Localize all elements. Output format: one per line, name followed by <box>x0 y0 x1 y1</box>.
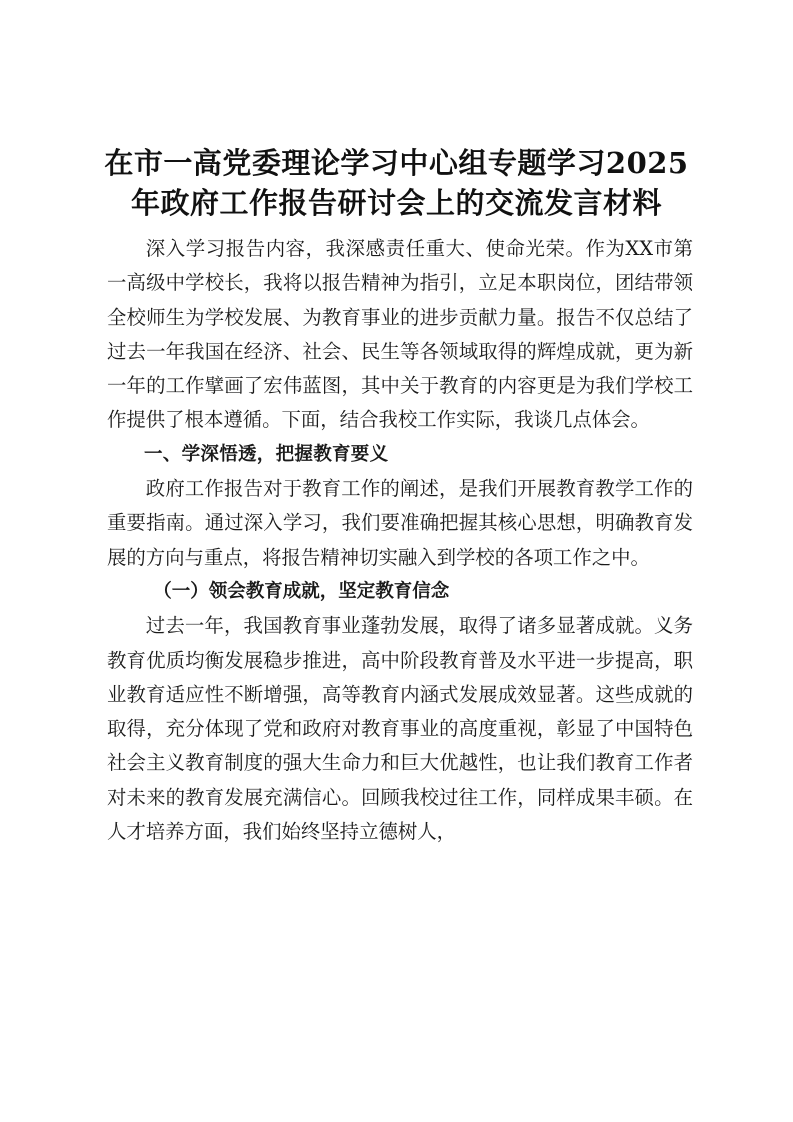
subsection-heading-1: （一）领会教育成就，坚定教育信念 <box>153 580 450 602</box>
document-title: 在市一高党委理论学习中心组专题学习2025年政府工作报告研讨会上的交流发言材料 <box>104 146 689 220</box>
section-heading-1: 一、学深悟透，把握教育要义 <box>144 443 389 465</box>
subsection-1-paragraph: 过去一年，我国教育事业蓬勃发展，取得了诸多显著成就。义务教育优质均衡发展稳步推进，高中阶段教育普及水平进一步提高，职业教育适应性不断增强，高等教育内涵式发展成效显著。这些成就的取得，充分体现了党和政府对教育事业的高度重视，彰显了中国特色社会主义教育制度的强大生命力和巨大优越性，也让我们教育工作者对未来的教育发展充满信心。回顾我校过往工作，同样成果丰硕。在人才培养方面，我们始终坚持立德树人， <box>107 614 693 844</box>
intro-paragraph: 深入学习报告内容，我深感责任重大、使命光荣。作为XX市第一高级中学校长，我将以报告精神为指引，立足本职岗位，团结带领全校师生为学校发展、为教育事业的进步贡献力量。报告不仅总结了过去一年我国在经济、社会、民生等各领域取得的辉煌成就，更为新一年的工作擘画了宏伟蓝图，其中关于教育的内容更是为我们学校工作提供了根本遵循。下面，结合我校工作实际，我谈几点体会。 <box>107 237 693 432</box>
section-1-paragraph: 政府工作报告对于教育工作的阐述，是我们开展教育教学工作的重要指南。通过深入学习，我们要准确把握其核心思想，明确教育发展的方向与重点，将报告精神切实融入到学校的各项工作之中。 <box>107 477 693 569</box>
document-body <box>107 232 693 849</box>
